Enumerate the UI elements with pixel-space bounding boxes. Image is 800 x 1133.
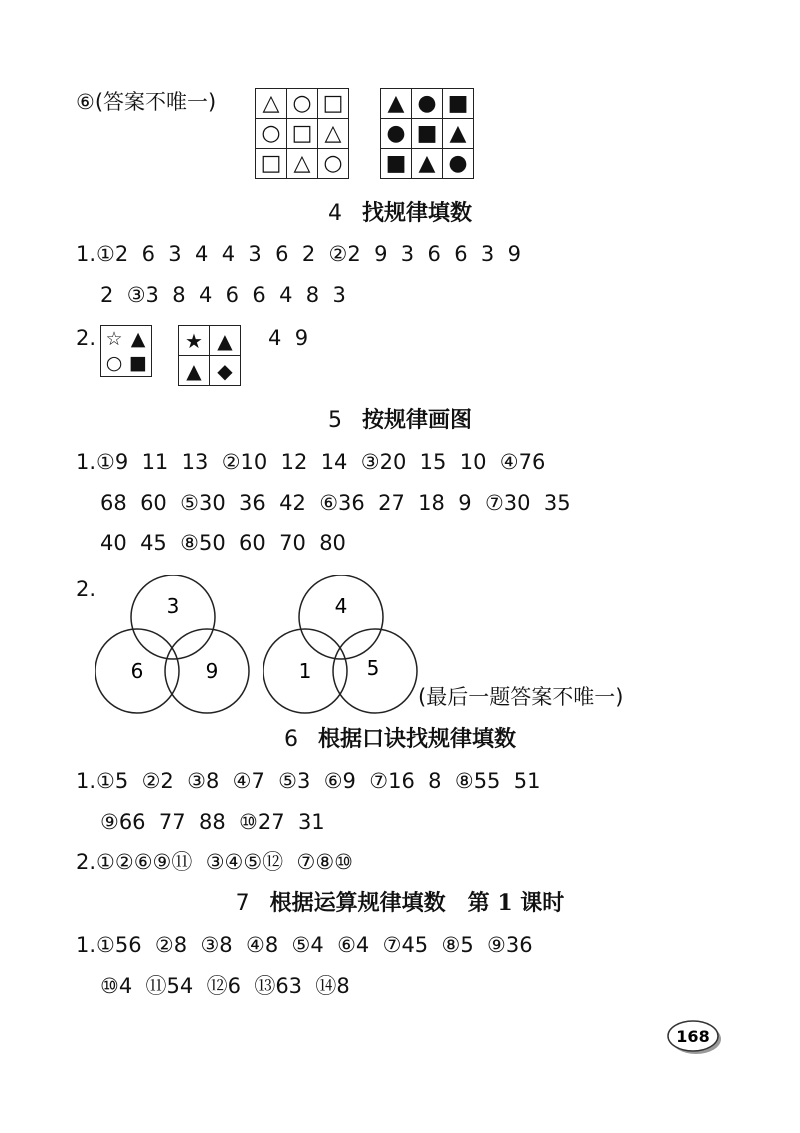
venn-number: 4	[334, 594, 348, 618]
section-title: 根据运算规律填数 第 1 课时	[269, 890, 565, 916]
s4-q2-label: 2.	[76, 326, 97, 350]
outline-shapes-grid	[255, 88, 349, 179]
grid-cell: ●	[443, 149, 474, 179]
s5-note: (最后一题答案不唯一)	[418, 685, 624, 709]
s5-q1-line1: 1.①9 11 13 ②10 12 14 ③20 15 10 ④76	[76, 450, 546, 474]
section-number: 7	[235, 891, 250, 916]
grid-cell: □	[256, 149, 287, 179]
section-4-heading	[0, 198, 800, 229]
venn-number: 3	[166, 594, 180, 618]
s5-q1-line2: 68 60 ⑤30 36 42 ⑥36 27 18 9 ⑦30 35	[100, 491, 571, 515]
grid-cell: △	[318, 119, 349, 149]
grid-cell: △	[256, 89, 287, 119]
grid-cell: ▲	[179, 356, 210, 386]
page-number-badge	[666, 1018, 722, 1056]
section-7-heading	[0, 888, 800, 919]
grid-cell: ☆	[105, 328, 123, 350]
section-title: 按规律画图	[361, 407, 472, 433]
section-5-heading	[0, 405, 800, 436]
grid-cell: △	[287, 149, 318, 179]
grid-cell: ○	[318, 149, 349, 179]
grid-cell: ○	[256, 119, 287, 149]
venn-diagram-2	[263, 575, 423, 715]
grid-cell: ▲	[210, 326, 241, 356]
venn-number: 9	[205, 659, 219, 683]
section-number: 5	[327, 408, 342, 433]
s4-q1-line2: 2 ③3 8 4 6 6 4 8 3	[100, 283, 346, 307]
section-number: 6	[283, 727, 298, 752]
grid-cell: ○	[105, 352, 123, 374]
s4-q2-numbers: 4 9	[268, 326, 309, 350]
venn-number: 6	[130, 659, 144, 683]
grid-cell: □	[318, 89, 349, 119]
section-title: 找规律填数	[361, 200, 472, 226]
grid-cell: ◆	[210, 356, 241, 386]
s5-q1-line3: 40 45 ⑧50 60 70 80	[100, 531, 346, 555]
answer-shapes-grid	[178, 325, 241, 386]
venn-number: 5	[366, 656, 380, 680]
section-6-heading	[0, 724, 800, 755]
grid-cell: ★	[179, 326, 210, 356]
filled-shapes-grid	[380, 88, 474, 179]
venn-number: 1	[298, 659, 312, 683]
venn-diagram-1	[95, 575, 255, 715]
grid-cell: □	[287, 119, 318, 149]
grid-cell: ●	[412, 89, 443, 119]
s4-q1-line1: 1.①2 6 3 4 4 3 6 2 ②2 9 3 6 6 3 9	[76, 242, 522, 266]
s6-q1-line1: 1.①5 ②2 ③8 ④7 ⑤3 ⑥9 ⑦16 8 ⑧55 51	[76, 769, 541, 793]
grid-cell: ▲	[381, 89, 412, 119]
grid-cell: ■	[412, 119, 443, 149]
grid-cell: ▲	[443, 119, 474, 149]
s7-q1-line1: 1.①56 ②8 ③8 ④8 ⑤4 ⑥4 ⑦45 ⑧5 ⑨36	[76, 933, 533, 957]
page-number: 168	[676, 1027, 710, 1046]
s7-q1-line2: ⑩4 ⑪54 ⑫6 ⑬63 ⑭8	[100, 974, 350, 998]
small-shapes-grid	[100, 325, 152, 377]
grid-cell: ○	[287, 89, 318, 119]
s6-q2-line: 2.①②⑥⑨⑪ ③④⑤⑫ ⑦⑧⑩	[76, 850, 353, 874]
grid-cell: ▲	[412, 149, 443, 179]
grid-cell: ■	[443, 89, 474, 119]
section-number: 4	[327, 201, 342, 226]
q6-label: ⑥(答案不唯一)	[76, 90, 217, 114]
grid-cell: ■	[381, 149, 412, 179]
s5-q2-label: 2.	[76, 577, 97, 601]
grid-cell: ●	[381, 119, 412, 149]
grid-cell: ▲	[130, 328, 146, 350]
section-title: 根据口诀找规律填数	[317, 726, 516, 752]
s6-q1-line2: ⑨66 77 88 ⑩27 31	[100, 810, 325, 834]
grid-cell: ■	[129, 352, 147, 374]
